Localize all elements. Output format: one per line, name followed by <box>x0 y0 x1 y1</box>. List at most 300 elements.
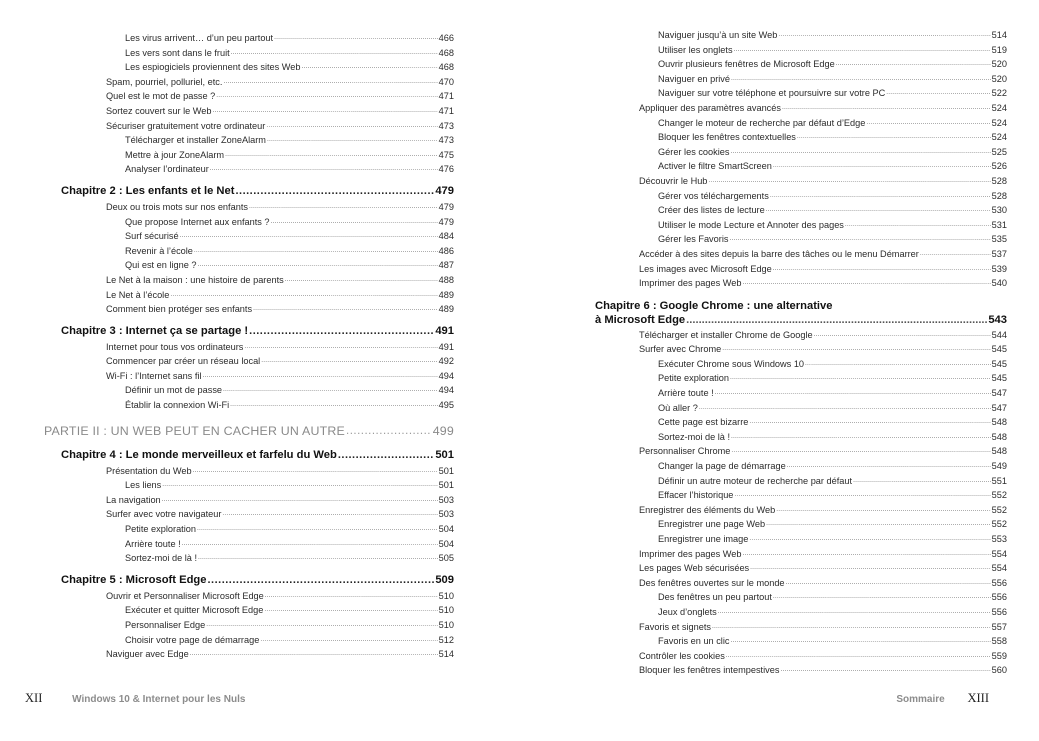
toc-page-number: 539 <box>991 263 1007 274</box>
toc-entry-title: Choisir votre page de démarrage <box>125 634 260 645</box>
toc-page-number: 526 <box>991 161 1007 172</box>
toc-entry-title: Spam, pourriel, polluriel, etc. <box>106 76 223 87</box>
toc-entry-title: Sécuriser gratuitement votre ordinateur <box>106 120 266 131</box>
toc-subsection-entry <box>595 634 1007 649</box>
toc-entry-title: Wi-Fi : l’Internet sans fil <box>106 370 202 381</box>
toc-entry-title: Changer la page de démarrage <box>658 461 786 472</box>
dot-leader <box>302 60 438 75</box>
toc-page-number: 473 <box>438 135 454 146</box>
toc-subsection-entry <box>44 537 454 552</box>
toc-page-number: 554 <box>991 548 1007 559</box>
dot-leader <box>726 649 991 664</box>
dot-leader <box>722 342 990 357</box>
toc-page-number: 531 <box>991 219 1007 230</box>
toc-page-number: 501 <box>438 465 454 476</box>
toc-page-number: 479 <box>438 201 454 212</box>
dot-leader <box>285 273 438 288</box>
toc-page-number: 510 <box>438 590 454 601</box>
dot-leader <box>766 517 991 532</box>
toc-chapter-heading <box>44 183 454 200</box>
toc-entry-title: Quel est le mot de passe ? <box>106 91 216 102</box>
dot-leader <box>182 537 438 552</box>
toc-page-number: 484 <box>438 231 454 242</box>
toc-entry-title: Les virus arrivent… d’un peu partout <box>125 33 274 43</box>
toc-subsection-entry <box>595 218 1007 233</box>
toc-subsection-entry <box>44 383 454 398</box>
toc-entry-title: Créer des listes de lecture <box>658 205 765 216</box>
toc-page-number: 475 <box>438 149 454 160</box>
toc-subsection-entry <box>595 415 1007 430</box>
dot-leader <box>207 572 434 589</box>
dot-leader <box>712 620 991 635</box>
toc-page-number: 503 <box>438 494 454 505</box>
toc-page-number: 501 <box>438 480 454 491</box>
dot-leader <box>773 262 991 277</box>
dot-leader <box>249 323 434 340</box>
toc-page-number: 553 <box>991 534 1007 544</box>
toc-subsection-entry <box>595 459 1007 474</box>
toc-subsection-entry <box>595 116 1007 131</box>
toc-page-number: 487 <box>438 260 454 271</box>
dot-leader <box>734 43 991 58</box>
dot-leader <box>266 119 437 134</box>
right-footer <box>896 691 989 706</box>
toc-section-entry <box>595 663 1007 678</box>
toc-page-number: 545 <box>991 358 1007 369</box>
toc-section-entry <box>44 288 454 303</box>
toc-page-number: 473 <box>438 120 454 131</box>
toc-subsection-entry <box>44 31 454 46</box>
toc-entry-title: Bloquer les fenêtres intempestives <box>639 665 780 676</box>
toc-entry-title: Chapitre 2 : Les enfants et le Net <box>61 184 235 197</box>
toc-entry-title: Définir un autre moteur de recherche par défaut <box>658 475 853 486</box>
toc-page-number: 479 <box>438 216 454 227</box>
toc-page-number: 503 <box>438 509 454 520</box>
dot-leader <box>836 57 991 72</box>
table-of-contents-right <box>595 28 1007 678</box>
toc-entry-title: Les images avec Microsoft Edge <box>639 263 772 274</box>
toc-section-entry <box>595 547 1007 562</box>
dot-leader <box>853 474 991 489</box>
toc-entry-title: Imprimer des pages Web <box>639 548 742 559</box>
toc-page-number: 537 <box>991 248 1007 259</box>
toc-page-number: 547 <box>991 402 1007 413</box>
toc-section-entry <box>44 507 454 522</box>
toc-entry-title: Deux ou trois mots sur nos enfants <box>106 201 248 212</box>
toc-subsection-entry <box>595 203 1007 218</box>
dot-leader <box>731 430 991 445</box>
toc-entry-title: Petite exploration <box>125 524 196 535</box>
toc-subsection-entry <box>44 398 454 413</box>
toc-subsection-entry <box>44 522 454 537</box>
dot-leader <box>778 28 990 43</box>
toc-page-number: 486 <box>438 245 454 256</box>
dot-leader <box>223 75 437 90</box>
toc-entry-title: Gérer vos téléchargements <box>658 190 769 201</box>
dot-leader <box>782 101 991 116</box>
toc-subsection-entry <box>595 371 1007 386</box>
dot-leader <box>920 247 991 262</box>
toc-subsection-entry <box>595 43 1007 58</box>
toc-page-number: 551 <box>991 475 1007 486</box>
toc-page-number: 547 <box>991 388 1007 399</box>
toc-entry-title: Naviguer avec Edge <box>106 649 189 660</box>
left-footer <box>25 691 245 706</box>
toc-subsection-entry <box>595 159 1007 174</box>
dot-leader <box>797 130 991 145</box>
dot-leader <box>338 447 435 464</box>
toc-page-number: 494 <box>438 370 454 381</box>
toc-subsection-entry <box>595 590 1007 605</box>
dot-leader <box>190 647 438 662</box>
toc-section-entry <box>595 620 1007 635</box>
toc-page-number: 524 <box>991 102 1007 113</box>
dot-leader <box>162 478 437 493</box>
toc-entry-title: Cette page est bizarre <box>658 417 749 428</box>
toc-subsection-entry <box>595 605 1007 620</box>
toc-subsection-entry <box>595 189 1007 204</box>
toc-page-number: 544 <box>991 329 1007 340</box>
dot-leader <box>699 401 991 416</box>
toc-entry-title: Naviguer jusqu’à un site Web <box>658 30 778 40</box>
toc-section-entry <box>595 101 1007 116</box>
toc-section-entry <box>595 503 1007 518</box>
toc-subsection-entry <box>44 244 454 259</box>
dot-leader <box>260 633 437 648</box>
toc-subsection-entry <box>44 551 454 566</box>
toc-section-entry <box>595 174 1007 189</box>
dot-leader <box>244 340 437 355</box>
page-folio-right: XIII <box>967 691 989 705</box>
dot-leader <box>686 313 987 328</box>
toc-entry-title: Enregistrer une image <box>658 534 749 544</box>
toc-subsection-entry <box>44 148 454 163</box>
toc-subsection-entry <box>595 72 1007 87</box>
book-title: Windows 10 & Internet pour les Nuls <box>72 694 246 705</box>
toc-page-number: 559 <box>991 650 1007 661</box>
dot-leader <box>773 590 991 605</box>
toc-page-number: 488 <box>438 274 454 285</box>
toc-page-number: 560 <box>991 665 1007 676</box>
toc-page-number: 510 <box>438 605 454 616</box>
toc-section-entry <box>44 273 454 288</box>
toc-subsection-entry <box>595 232 1007 247</box>
toc-section-entry <box>44 354 454 369</box>
toc-chapter-heading <box>44 572 454 589</box>
dot-leader <box>180 229 438 244</box>
toc-entry-title: Effacer l’historique <box>658 490 734 501</box>
toc-section-entry <box>595 649 1007 664</box>
toc-subsection-entry <box>44 229 454 244</box>
toc-subsection-entry <box>44 478 454 493</box>
toc-subsection-entry <box>595 474 1007 489</box>
dot-leader <box>206 618 437 633</box>
section-title: Sommaire <box>896 694 945 705</box>
toc-entry-title: Ouvrir plusieurs fenêtres de Microsoft Edge <box>658 59 835 70</box>
toc-page-number: 543 <box>988 313 1007 326</box>
toc-section-entry <box>44 647 454 662</box>
toc-entry-title: Comment bien protéger ses enfants <box>106 304 253 315</box>
toc-entry-title: Chapitre 4 : Le monde merveilleux et farfelu du Web <box>61 448 337 461</box>
toc-entry-title: Gérer les Favoris <box>658 234 729 245</box>
toc-entry-title: Utiliser le mode Lecture et Annoter des pages <box>658 219 844 230</box>
toc-page-number: 530 <box>991 205 1007 216</box>
dot-leader <box>742 276 990 291</box>
toc-entry-title: Établir la connexion Wi-Fi <box>125 400 230 411</box>
toc-entry-title: Télécharger et installer ZoneAlarm <box>125 135 266 146</box>
toc-page-number: 476 <box>438 164 454 175</box>
toc-entry-title: Surf sécurisé <box>125 231 179 242</box>
dot-leader <box>776 503 990 518</box>
toc-entry-title: Activer le filtre SmartScreen <box>658 161 772 172</box>
dot-leader <box>731 72 991 87</box>
toc-page-number: 519 <box>991 44 1007 55</box>
toc-page-number: 495 <box>438 400 454 411</box>
toc-entry-title: Découvrir le Hub <box>639 175 708 186</box>
table-of-contents-left <box>44 31 454 662</box>
toc-page-number: 520 <box>991 73 1007 84</box>
toc-page-number: 504 <box>438 538 454 549</box>
toc-page-number: 554 <box>991 563 1007 574</box>
toc-subsection-entry <box>595 532 1007 547</box>
dot-leader <box>780 663 990 678</box>
dot-leader <box>197 522 438 537</box>
dot-leader <box>734 488 990 503</box>
toc-entry-title: Revenir à l’école <box>125 245 193 256</box>
toc-entry-title: Favoris et signets <box>639 621 711 632</box>
dot-leader <box>787 459 991 474</box>
dot-leader <box>866 116 990 131</box>
toc-entry-title: Télécharger et installer Chrome de Google <box>639 329 813 340</box>
toc-entry-title: Sortez-moi de là ! <box>658 431 730 442</box>
dot-leader <box>730 371 991 386</box>
toc-entry-title: Jeux d’onglets <box>658 606 717 617</box>
toc-section-entry <box>595 444 1007 459</box>
toc-page-number: 499 <box>432 423 454 438</box>
toc-page-number: 524 <box>991 117 1007 128</box>
toc-section-entry <box>595 561 1007 576</box>
toc-page-number: 466 <box>438 33 454 43</box>
toc-page-number: 549 <box>991 461 1007 472</box>
toc-entry-title: Sortez couvert sur le Web <box>106 105 212 116</box>
toc-section-entry <box>44 464 454 479</box>
toc-entry-title: Qui est en ligne ? <box>125 260 197 271</box>
toc-page-number: 548 <box>991 431 1007 442</box>
dot-leader <box>253 302 438 317</box>
toc-section-entry <box>595 342 1007 357</box>
dot-leader <box>170 288 437 303</box>
toc-section-entry <box>44 369 454 384</box>
toc-section-entry <box>44 340 454 355</box>
toc-page-number: 557 <box>991 621 1007 632</box>
toc-subsection-entry <box>595 130 1007 145</box>
toc-page-number: 504 <box>438 524 454 535</box>
dot-leader <box>265 589 438 604</box>
toc-section-entry <box>44 589 454 604</box>
toc-page-number: 471 <box>438 105 454 116</box>
toc-entry-title: PARTIE II : UN WEB PEUT EN CACHER UN AUTRE <box>44 423 345 438</box>
dot-leader <box>346 421 432 441</box>
toc-chapter-heading <box>44 447 454 464</box>
toc-subsection-entry <box>595 145 1007 160</box>
toc-entry <box>595 313 1007 328</box>
toc-chapter-heading <box>44 323 454 340</box>
toc-subsection-entry <box>595 488 1007 503</box>
left-page <box>0 0 519 741</box>
dot-leader <box>731 145 991 160</box>
toc-page-number: 470 <box>438 76 454 87</box>
toc-entry-title: Les liens <box>125 480 162 491</box>
toc-entry-title: Ouvrir et Personnaliser Microsoft Edge <box>106 590 264 601</box>
toc-page-number: 528 <box>991 175 1007 186</box>
toc-section-entry <box>595 262 1007 277</box>
toc-page-number: 514 <box>438 649 454 660</box>
toc-page-number: 556 <box>991 606 1007 617</box>
toc-entry-title: Changer le moteur de recherche par défaut d’Edge <box>658 117 866 128</box>
toc-subsection-entry <box>44 633 454 648</box>
dot-leader <box>261 354 437 369</box>
toc-page-number: 556 <box>991 577 1007 588</box>
toc-entry-title: Imprimer des pages Web <box>639 278 742 289</box>
toc-entry-title: Les espiogiciels proviennent des sites Web <box>125 62 301 73</box>
toc-section-entry <box>44 493 454 508</box>
toc-page-number: 491 <box>435 324 454 337</box>
toc-page-number: 468 <box>438 47 454 58</box>
toc-subsection-entry <box>44 60 454 75</box>
toc-entry-title: Enregistrer des éléments du Web <box>639 504 776 515</box>
toc-section-entry <box>595 247 1007 262</box>
toc-subsection-entry <box>44 133 454 148</box>
dot-leader <box>773 159 991 174</box>
toc-entry-title: Gérer les cookies <box>658 146 730 157</box>
toc-page-number: 552 <box>991 519 1007 530</box>
page-folio-left: XII <box>25 691 43 705</box>
toc-page-number: 552 <box>991 504 1007 515</box>
toc-entry-title: Exécuter Chrome sous Windows 10 <box>658 358 805 369</box>
toc-entry-title: Appliquer des paramètres avancés <box>639 102 781 113</box>
toc-page-number: 491 <box>438 341 454 352</box>
dot-leader <box>162 493 438 508</box>
toc-page-number: 489 <box>438 304 454 315</box>
toc-entry-title: Surfer avec Chrome <box>639 344 722 355</box>
toc-subsection-entry <box>595 86 1007 101</box>
toc-page-number: 540 <box>991 278 1007 289</box>
toc-page-number: 501 <box>435 448 454 461</box>
toc-entry-title: Personnaliser Edge <box>125 620 206 630</box>
toc-entry-title: Accéder à des sites depuis la barre des tâches ou le menu Démarrer <box>639 248 919 259</box>
toc-entry-title: Enregistrer une page Web <box>658 519 766 530</box>
toc-entry-title: Naviguer en privé <box>658 73 731 84</box>
dot-leader <box>198 258 438 273</box>
dot-leader <box>805 357 991 372</box>
toc-subsection-entry <box>595 386 1007 401</box>
dot-leader <box>271 215 438 230</box>
toc-page-number: 492 <box>438 356 454 367</box>
toc-subsection-entry <box>595 28 1007 43</box>
toc-section-entry <box>44 104 454 119</box>
dot-leader <box>193 464 438 479</box>
dot-leader <box>235 183 434 200</box>
dot-leader <box>766 203 991 218</box>
toc-entry-title: Présentation du Web <box>106 465 192 476</box>
dot-leader <box>886 86 990 101</box>
toc-page-number: 528 <box>991 190 1007 201</box>
toc-subsection-entry <box>595 430 1007 445</box>
toc-subsection-entry <box>44 162 454 177</box>
toc-page-number: 512 <box>438 634 454 645</box>
toc-page-number: 545 <box>991 373 1007 384</box>
dot-leader <box>264 603 437 618</box>
toc-entry-title: Arrière toute ! <box>125 538 181 549</box>
toc-section-entry <box>595 576 1007 591</box>
toc-page-number: 510 <box>438 620 454 630</box>
dot-leader <box>715 386 991 401</box>
dot-leader <box>210 162 438 177</box>
toc-subsection-entry <box>44 46 454 61</box>
dot-leader <box>718 605 991 620</box>
toc-entry-title: Sortez-moi de là ! <box>125 553 197 564</box>
dot-leader <box>222 507 437 522</box>
toc-page-number: 548 <box>991 446 1007 457</box>
toc-entry-title: Le Net à l’école <box>106 289 170 300</box>
dot-leader <box>770 189 991 204</box>
dot-leader <box>202 369 437 384</box>
toc-entry-title: Définir un mot de passe <box>125 385 223 396</box>
toc-entry-title: Petite exploration <box>658 373 729 384</box>
dot-leader <box>267 133 438 148</box>
dot-leader <box>230 398 437 413</box>
dot-leader <box>223 383 438 398</box>
toc-section-entry <box>44 200 454 215</box>
toc-entry-title: à Microsoft Edge <box>595 313 686 326</box>
dot-leader <box>216 89 437 104</box>
toc-page-number: 522 <box>991 88 1007 99</box>
toc-section-entry <box>44 302 454 317</box>
toc-entry-title: Les vers sont dans le fruit <box>125 47 230 58</box>
toc-section-entry <box>595 328 1007 343</box>
dot-leader <box>742 547 990 562</box>
toc-subsection-entry <box>595 57 1007 72</box>
toc-entry-title: Des fenêtres un peu partout <box>658 592 772 603</box>
toc-entry-title: Analyser l’ordinateur <box>125 164 209 175</box>
toc-entry-title: Favoris en un clic <box>658 636 730 647</box>
toc-page-number: 520 <box>991 59 1007 70</box>
toc-entry-title: Où aller ? <box>658 402 698 413</box>
toc-page-number: 556 <box>991 592 1007 603</box>
toc-page-number: 525 <box>991 146 1007 157</box>
toc-page-number: 505 <box>438 553 454 564</box>
toc-entry-title: Que propose Internet aux enfants ? <box>125 216 270 227</box>
dot-leader <box>845 218 991 233</box>
toc-section-entry <box>44 119 454 134</box>
dot-leader <box>814 328 991 343</box>
dot-leader <box>708 174 990 189</box>
dot-leader <box>731 634 991 649</box>
toc-entry-title: Internet pour tous vos ordinateurs <box>106 341 244 352</box>
toc-entry-title: Personnaliser Chrome <box>639 446 731 457</box>
toc-page-number: 468 <box>438 62 454 73</box>
toc-entry-title: Mettre à jour ZoneAlarm <box>125 149 225 160</box>
right-page <box>519 0 1039 741</box>
toc-page-number: 548 <box>991 417 1007 428</box>
toc-page-number: 514 <box>991 30 1007 40</box>
toc-part-heading <box>44 421 454 441</box>
toc-entry-title: Surfer avec votre navigateur <box>106 509 222 520</box>
toc-subsection-entry <box>595 401 1007 416</box>
toc-section-entry <box>44 89 454 104</box>
toc-entry-title: Arrière toute ! <box>658 388 714 399</box>
toc-entry-title: Les pages Web sécurisées <box>639 563 750 574</box>
